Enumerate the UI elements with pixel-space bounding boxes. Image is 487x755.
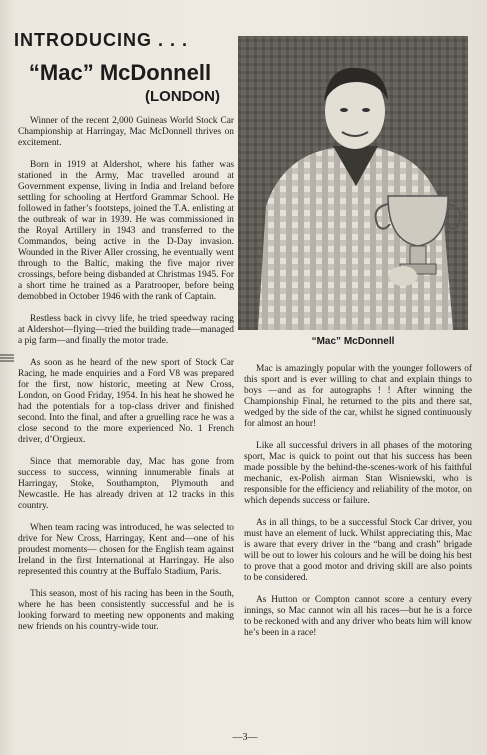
driver-photo <box>238 36 468 330</box>
article-subtitle: (LONDON) <box>145 88 220 105</box>
paragraph: Restless back in civvy life, he tried speedway racing at Aldershot—flying—tried the building trade—managed a pig farm—and finally the motor trade. <box>18 314 234 346</box>
paragraph: Winner of the recent 2,000 Guineas World Stock Car Championship at Harringay, Mac McDonnell thrives on excitement. <box>18 116 234 148</box>
paragraph: Since that memorable day, Mac has gone from success to success, winning innumerable finals at Harringay, Stoke, Southampton, Plymouth and Newcastle. He has already driven at 12 tracks in this country. <box>18 457 234 511</box>
left-column <box>18 116 234 644</box>
paragraph: Mac is amazingly popular with the younger followers of this sport and is ever willing to chat and explain things to boys —and as for autographs ! ! After winning the Championship Final, he returned to the pits and there sat, wedged by the side of the car, whilst he signed continuously for almost an hour! <box>244 364 472 429</box>
paragraph: As Hutton or Compton cannot score a century every innings, so Mac cannot win all his races—but he is a force to be reckoned with and any driver who beats him will know he’s been in a race! <box>244 595 472 638</box>
page-number: —3— <box>232 732 258 743</box>
paragraph: Like all successful drivers in all phases of the motoring sport, Mac is quick to point out that his success has been made possible by the behind-the-scenes-work of his faithful mechanic, ex-Polish airman Stan Wisniewski, who is responsible for the efficiency and reliability of the motor, on which depends success or failure. <box>244 441 472 506</box>
paragraph: As soon as he heard of the new sport of Stock Car Racing, he made enquiries and a Ford V8 was prepared for the first, now historic, meeting at New Cross, London, on Good Friday, 1954. In his heat he showed he had the potentials for a top-class driver and finished second. Into the final, and after a gruelling race he was a close second to the more experienced No. 1 French driver, d’Orgieux. <box>18 358 234 445</box>
kicker-heading: INTRODUCING . . . <box>14 30 188 50</box>
paragraph: When team racing was introduced, he was selected to drive for New Cross, Harringay, Kent and—one of his proudest moments— chosen for the English team against Ireland in the first International at Harringay. He also represented this country at the Buffalo Stadium, Paris. <box>18 523 234 577</box>
article-title: “Mac” McDonnell <box>28 60 212 85</box>
margin-mark <box>0 353 16 363</box>
photo-caption: “Mac” McDonnell <box>311 336 395 347</box>
paragraph: As in all things, to be a successful Stock Car driver, you must have an element of luck. Whilst appreciating this, Mac is aware that every driver in the “bang and crash” brigade will be out to lower his colours and he will be doing his best to prove that a good motor and driving skill are also points to be considered. <box>244 518 472 583</box>
right-column <box>244 364 472 650</box>
paragraph: Born in 1919 at Aldershot, where his father was stationed in the Army, Mac travelled around at Government expense, living in India and Ireland before settling for schooling at Hertford Grammar School. He followed in father’s footsteps, joined the T.A. enlisting at the outbreak of war in 1939. He was commissioned in the Royal Artillery in 1943 and transferred to the Commandos, being active in the D-Day invasion. Wounded in the River Aller crossing, he eventually went through to the Baltic, making the five major river crossings, before being disbanded at Christmas 1945. For a short time he trained as a Paratrooper, before being demobbed in October 1946 with the rank of Captain. <box>18 160 234 302</box>
paragraph: This season, most of his racing has been in the South, where he has been consistently successful and he is looking forward to meeting new opponents and making new friends on his country-wide tour. <box>18 589 234 632</box>
